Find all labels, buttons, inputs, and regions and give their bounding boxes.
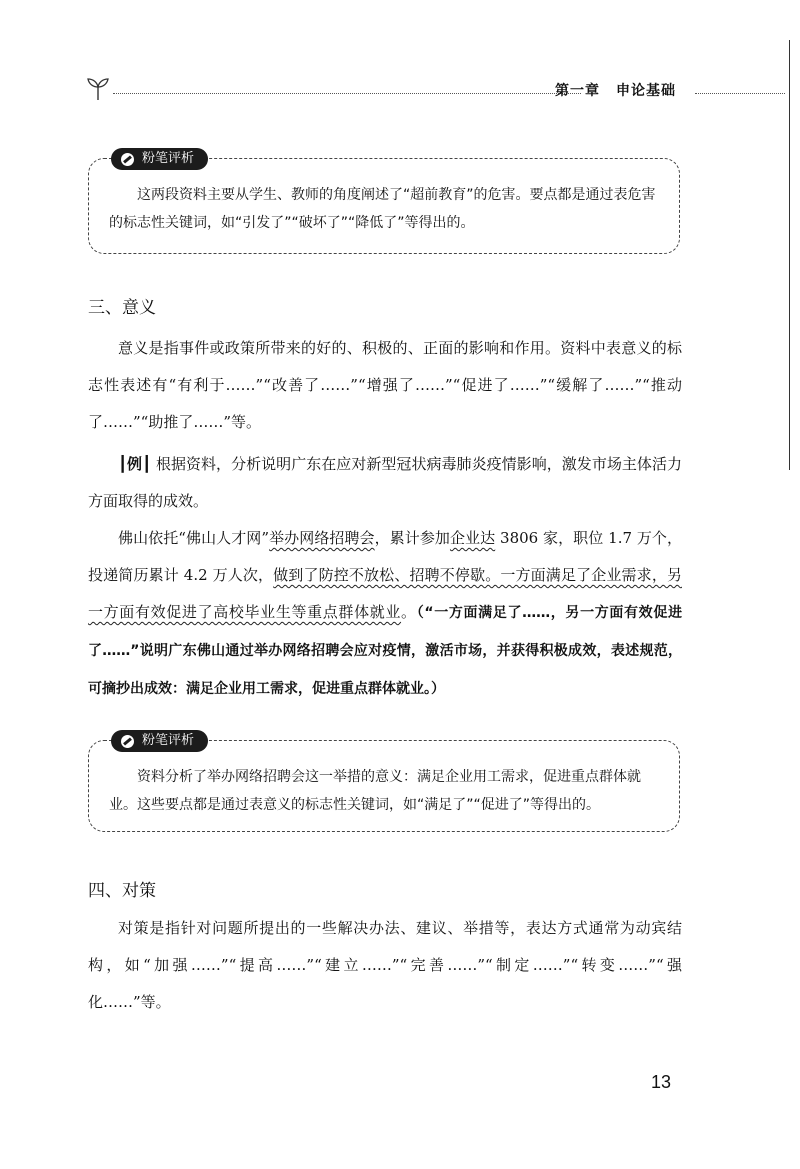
pen-icon [121,735,134,748]
example-marker: ┃例┃ [118,455,152,473]
sprout-icon [85,76,111,102]
example-question: ┃例┃ 根据资料，分析说明广东在应对新型冠状病毒肺炎疫情影响，激发市场主体活力方面取得的成效。 [88,455,682,510]
analysis-callout [88,733,680,832]
running-header [85,76,785,102]
analysis-callout [88,151,680,254]
analysis-text: 这两段资料主要从学生、教师的角度阐述了“超前教育”的危害。要点都是通过表危害的标志性关键词，如“引发了”“破坏了”“降低了”等得出的。 [109,187,656,231]
header-rule [695,93,785,94]
page-number: 13 [651,1072,672,1092]
section-heading: 三、意义 [88,298,156,318]
definition-paragraph: 意义是指事件或政策所带来的好的、积极的、正面的影响和作用。资料中表意义的标志性表述有“有利于……”“改善了……”“增强了……”“促进了……”“缓解了……”“推动了……”“助推了……”等。 [88,339,682,431]
chapter-title: 第一章 申论基础 [555,83,676,99]
example-material: 佛山依托“佛山人才网”举办网络招聘会，累计参加企业达 3806 家，职位 1.7 万个，投递简历累计 4.2 万人次，做到了防控不放松、招聘不停歇。一方面满足了企业需求，另一方面有效促进了高校毕业生等重点群体就业。（“一方面满足了……，另一方面有效促进了……”说明广东佛山通过举办网络招聘会应对疫情，激活市场，并获得积极成效，表述规范，可摘抄出成效：满足企业用工需求，促进重点群体就业。） [88,529,682,697]
header-rule [113,93,581,94]
pen-icon [121,153,134,166]
analysis-tag: 粉笔评析 [111,148,208,170]
definition-paragraph: 对策是指针对问题所提出的一些解决办法、建议、举措等，表达方式通常为动宾结构，如“加强……”“提高……”“建立……”“完善……”“制定……”“转变……”“强化……”等。 [88,919,682,1011]
page-edge-line [789,40,790,470]
analysis-tag: 粉笔评析 [111,730,208,752]
example-note: （“一方面满足了……，另一方面有效促进了……”说明广东佛山通过举办网络招聘会应对疫情，激活市场，并获得积极成效，表述规范，可摘抄出成效：满足企业用工需求，促进重点群体就业。） [88,605,682,697]
section-heading: 四、对策 [88,881,156,901]
analysis-text: 资料分析了举办网络招聘会这一举措的意义：满足企业用工需求，促进重点群体就业。这些要点都是通过表意义的标志性关键词，如“满足了”“促进了”等得出的。 [109,769,641,813]
